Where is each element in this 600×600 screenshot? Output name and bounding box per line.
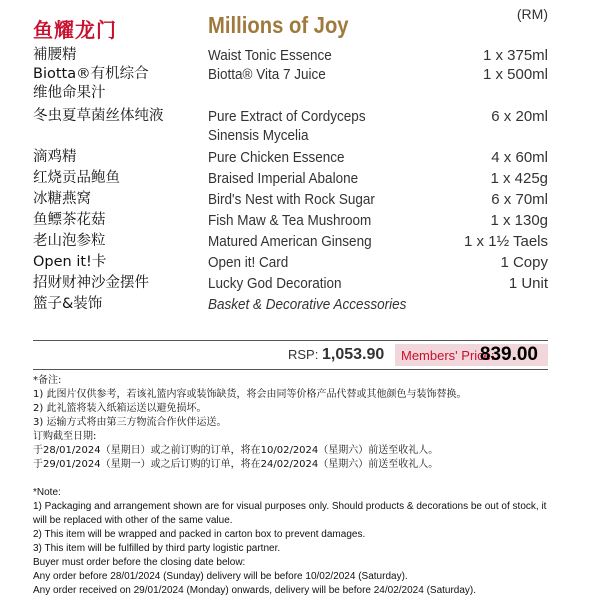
item-name-cn: 鱼鳔茶花菇	[33, 212, 106, 228]
item-name-cn: 老山泡参粒	[33, 233, 106, 249]
deadline-line: Any order before 28/01/2024 (Sunday) delivery will be before 10/02/2024 (Saturday).	[33, 571, 408, 582]
notes-chinese	[33, 374, 553, 472]
currency-label: (RM)	[516, 6, 548, 22]
item-name-en: Braised Imperial Abalone	[208, 170, 359, 187]
item-name-cn: 補腰精	[33, 47, 77, 63]
list-item	[33, 190, 548, 209]
rsp-price: RSP: 1,053.90	[288, 346, 385, 363]
deadline-heading: 订购截至日期:	[33, 431, 97, 442]
item-qty: 1 x 500ml	[482, 66, 548, 83]
members-price-box	[395, 344, 548, 366]
note-line: 2) 此礼篮将装入纸箱运送以避免损坏。	[33, 403, 207, 414]
header	[33, 0, 548, 46]
list-item	[33, 274, 548, 293]
item-name-en: Open it! Card	[208, 254, 289, 271]
item-name-en: Bird's Nest with Rock Sugar	[208, 191, 375, 208]
rsp-value: 1,053.90	[321, 346, 385, 363]
list-item	[33, 211, 548, 230]
item-qty: 1 x 1½ Taels	[464, 233, 548, 250]
item-qty: 1 Unit	[508, 275, 548, 292]
list-item	[33, 65, 548, 103]
items-list	[33, 46, 548, 314]
note-line: 3) This item will be fulfilled by third party logistic partner.	[33, 543, 281, 554]
deadline-line: Any order received on 29/01/2024 (Monday) onwards, delivery will be before 24/02/2024 (Saturday).	[33, 585, 477, 596]
notes-heading: *Note:	[33, 487, 61, 498]
list-item	[33, 148, 548, 167]
item-name-cn: 冬虫夏草菌丝体纯液	[33, 108, 164, 124]
item-qty: 4 x 60ml	[491, 149, 548, 166]
item-qty: 6 x 70ml	[491, 191, 548, 208]
item-name-cn: 招财财神沙金摆件	[33, 275, 149, 291]
notes-english	[33, 486, 553, 598]
item-name-en: Matured American Ginseng	[208, 233, 372, 250]
note-line: will be replaced with other of the same value.	[33, 515, 233, 526]
list-item	[33, 232, 548, 251]
list-item	[33, 169, 548, 188]
title-chinese: 鱼耀龙门	[33, 18, 117, 42]
title-english: Millions of Joy	[208, 12, 349, 38]
deadline-line: 于29/01/2024（星期一）或之后订购的订单，将在24/02/2024（星期六）前送至收礼人。	[33, 459, 439, 470]
item-name-en: Pure Extract of Cordyceps Sinensis Mycelia	[208, 108, 366, 144]
item-qty: 6 x 20ml	[491, 108, 548, 125]
list-item	[33, 253, 548, 272]
note-line: 3) 运输方式将由第三方物流合作伙伴运送。	[33, 417, 227, 428]
item-name-en: Lucky God Decoration	[208, 275, 342, 292]
item-name-en: Biotta® Vita 7 Juice	[208, 66, 326, 83]
item-name-en: Basket & Decorative Accessories	[208, 296, 407, 313]
item-name-en: Fish Maw & Tea Mushroom	[208, 212, 372, 229]
deadline-heading: Buyer must order before the closing date below:	[33, 557, 246, 568]
deadline-line: 于28/01/2024（星期日）或之前订购的订单，将在10/02/2024（星期六）前送至收礼人。	[33, 445, 439, 456]
price-bar	[33, 340, 548, 370]
note-line: 2) This item will be wrapped and packed in carton box to prevent damages.	[33, 529, 366, 540]
product-sheet	[33, 0, 548, 596]
item-qty: 1 Copy	[500, 254, 548, 271]
item-name-cn: 篮子&装饰	[33, 296, 103, 312]
members-price-value: 839.00	[479, 344, 538, 365]
item-name-cn: 红烧贡品鲍鱼	[33, 170, 120, 186]
note-line: 1) Packaging and arrangement shown are for visual purposes only. Should products & decorations be out of stock, it	[33, 501, 547, 512]
list-item	[33, 46, 548, 65]
item-name-cn: 滴鸡精	[33, 149, 77, 165]
list-item	[33, 107, 548, 145]
item-name-cn: Biotta®有机综合 维他命果汁	[33, 66, 149, 101]
members-price-label: Members' Price:	[401, 348, 495, 363]
notes	[33, 374, 553, 598]
item-name-en: Pure Chicken Essence	[208, 149, 345, 166]
item-qty: 1 x 425g	[490, 170, 548, 187]
note-line: 1) 此图片仅供参考，若该礼篮内容或装饰缺货，将会由同等价格产品代替或其他颜色与装饰替换。	[33, 389, 467, 400]
item-qty: 1 x 130g	[490, 212, 548, 229]
item-qty: 1 x 375ml	[482, 47, 548, 64]
item-name-cn: Open it!卡	[33, 254, 107, 270]
item-name-en: Waist Tonic Essence	[208, 47, 332, 64]
item-name-cn: 冰糖燕窝	[33, 191, 91, 207]
list-item	[33, 295, 548, 314]
notes-heading: *备注:	[33, 375, 62, 386]
